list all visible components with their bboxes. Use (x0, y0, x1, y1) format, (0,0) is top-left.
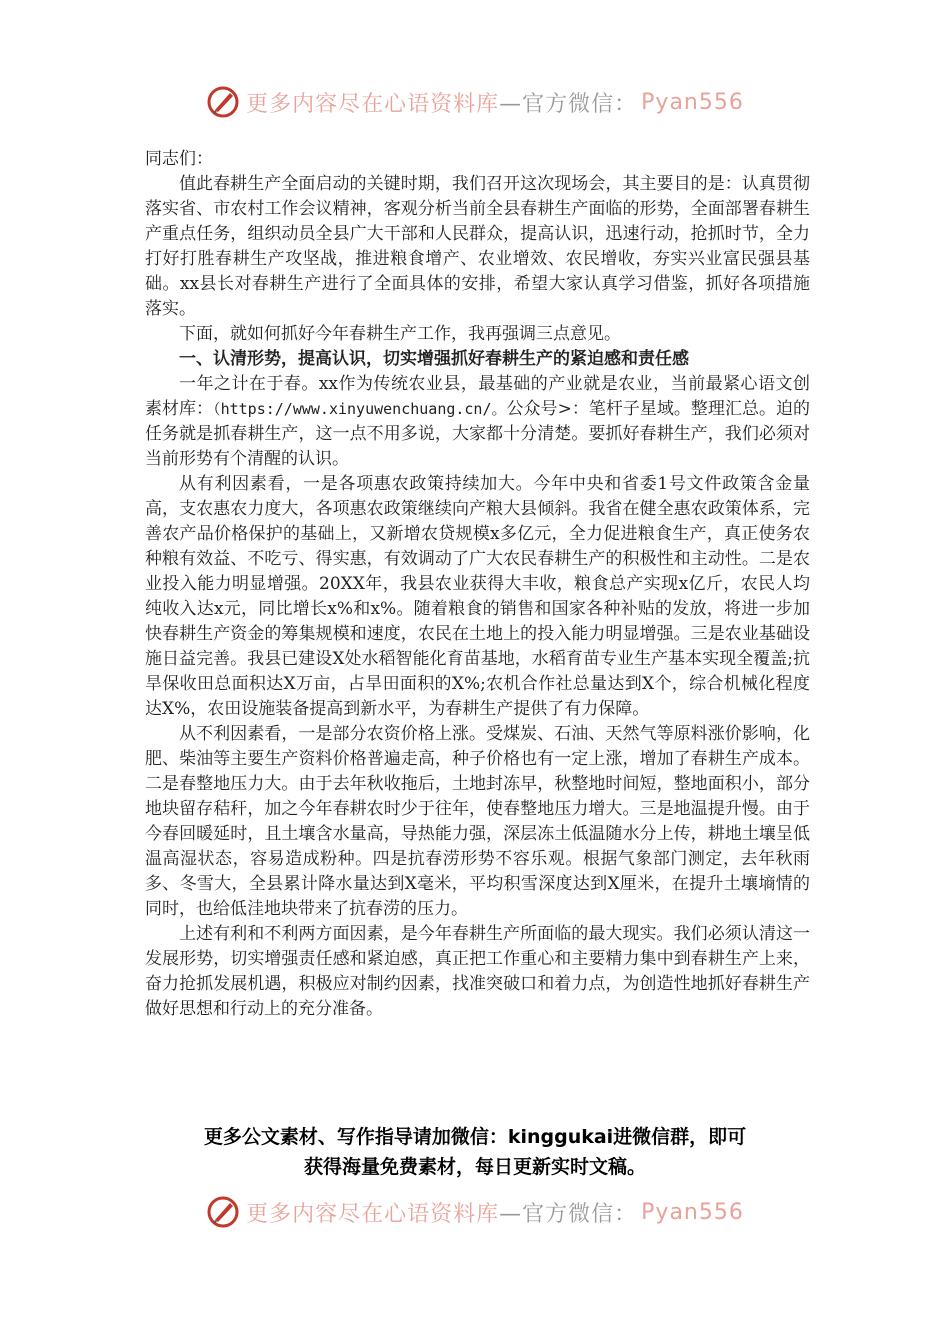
situation-text-c: 公众号>：笔杆子星域。整理汇总。迫的任务就是抓春耕生产，这一点不用多说，大家都十分清楚。要抓好春耕生产，我们必须对当前形势有个清醒的认识。 (145, 399, 810, 469)
brand-text: 更多内容尽在心语资料库 (246, 1201, 500, 1227)
wechat-label: —官方微信： (499, 1201, 638, 1227)
pen-logo-icon (206, 1195, 240, 1229)
paragraph-unfavorable: 从不利因素看，一是部分农资价格上涨。受煤炭、石油、天然气等原料涨价影响，化肥、柴油等主要生产资料价格普遍走高，种子价格也有一定上涨，增加了春耕生产成本。二是春整地压力大。由于去年秋收拖后，土地封冻早，秋整地时间短，整地面积小，部分地块留存秸秆，加之今年春耕农时少于往年，使春整地压力增大。三是地温提升慢。由于今春回暖延时，且土壤含水量高，导热能力强，深层冻土低温随水分上传，耕地土壤呈低温高湿状态，容易造成粉种。四是抗春涝形势不容乐观。根据气象部门测定，去年秋雨多、冬雪大，全县累计降水量达到X毫米，平均积雪深度达到X厘米，在提升土壤墒情的同时，也给低洼地块带来了抗春涝的压力。 (145, 724, 810, 919)
source-label: 心语文创素材库： (145, 374, 810, 419)
paragraph-transition: 下面，就如何抓好今年春耕生产工作，我再强调三点意见。 (179, 324, 621, 344)
wechat-id: Pyan556 (641, 1199, 744, 1225)
paragraph-intro: 值此春耕生产全面启动的关键时期，我们召开这次现场会，其主要目的是：认真贯彻落实省、市农村工作会议精神，客观分析当前全县春耕生产面临的形势，全面部署春耕生产重点任务，组织动员全县广大干部和人民群众，提高认识，迅速行动，抢抓时节，全力打好打胜春耕生产攻坚战，推进粮食增产、农业增效、农民增收，夯实兴业富民强县基础。xx县长对春耕生产进行了全面具体的安排，希望大家认真学习借鉴，抓好各项措施落实。 (145, 174, 810, 319)
paragraph-conclusion: 上述有利和不利两方面因素，是今年春耕生产所面临的最大现实。我们必须认清这一发展形势，切实增强责任感和紧迫感，真正把工作重心和主要精力集中到春耕生产上来，奋力抢抓发展机遇，积极应对制约因素，找准突破口和着力点，为创造性地抓好春耕生产做好思想和行动上的充分准备。 (145, 924, 810, 1019)
paragraph-situation (145, 372, 810, 472)
section-heading-1: 一、认清形势，提高认识，切实增强抓好春耕生产的紧迫感和责任感 (179, 349, 689, 369)
brand-text: 更多内容尽在心语资料库 (246, 91, 500, 117)
pen-logo-icon (206, 85, 240, 119)
footer-banner (0, 1192, 950, 1232)
promo-line-1: 更多公文素材、写作指导请加微信：kinggukai进微信群，即可 (203, 1126, 747, 1148)
wechat-label: —官方微信： (499, 91, 638, 117)
greeting: 同志们： (145, 149, 213, 169)
source-url: （https://www.xinyuwenchuang.cn/。 (213, 400, 507, 418)
situation-text-a: 一年之计在于春。xx作为传统农业县，最基础的产业就是农业，当前最紧 (179, 374, 741, 394)
document-body (145, 147, 810, 1022)
promo-block (120, 1122, 830, 1182)
header-banner (0, 82, 950, 122)
paragraph-favorable: 从有利因素看，一是各项惠农政策持续加大。今年中央和省委1号文件政策含金量高，支农惠农力度大，各项惠农政策继续向产粮大县倾斜。我省在健全惠农政策体系，完善农产品价格保护的基础上，又新增农贷规模x多亿元，全力促进粮食生产，真正使务农种粮有效益、不吃亏、得实惠，有效调动了广大农民春耕生产的积极性和主动性。二是农业投入能力明显增强。20XX年，我县农业获得大丰收，粮食总产实现x亿斤，农民人均纯收入达x元，同比增长x%和x%。随着粮食的销售和国家各种补贴的发放，将进一步加快春耕生产资金的筹集规模和速度，农民在土地上的投入能力明显增强。三是农业基础设施日益完善。我县已建设X处水稻智能化育苗基地，水稻育苗专业生产基本实现全覆盖;抗旱保收田总面积达X万亩，占旱田面积的X%;农机合作社总量达到X个，综合机械化程度达X%，农田设施装备提高到新水平，为春耕生产提供了有力保障。 (145, 474, 810, 719)
promo-line-2: 获得海量免费素材，每日更新实时文稿。 (303, 1156, 646, 1178)
wechat-id: Pyan556 (641, 89, 744, 115)
